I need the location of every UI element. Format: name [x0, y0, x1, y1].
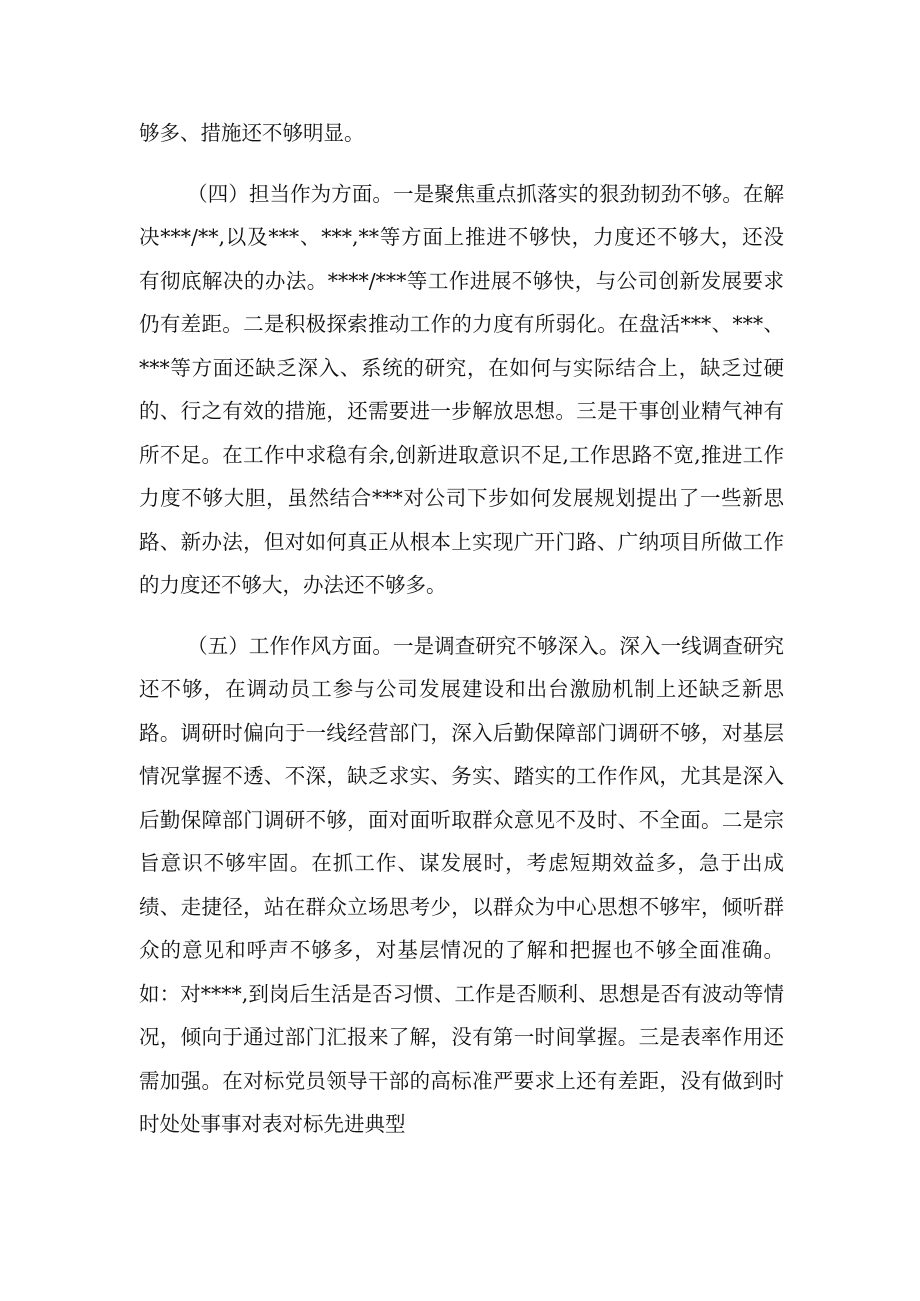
- paragraph-section-4: （四）担当作为方面。一是聚焦重点抓落实的狠劲韧劲不够。在解决***/**,以及***、***,**等方面上推进不够快，力度还不够大，还没有彻底解决的办法。****/***等工作进展不够快，与公司创新发展要求仍有差距。二是积极探索推动工作的力度有所弱化。在盘活***、***、***等方面还缺乏深入、系统的研究，在如何与实际结合上，缺乏过硬的、行之有效的措施，还需要进一步解放思想。三是干事创业精气神有所不足。在工作中求稳有余,创新进取意识不足,工作思路不宽,推进工作力度不够大胆，虽然结合***对公司下步如何发展规划提出了一些新思路、新办法，但对如何真正从根本上实现广开门路、广纳项目所做工作的力度还不够大，办法还不够多。: [139, 181, 784, 597]
- paragraph-section-5: （五）工作作风方面。一是调查研究不够深入。深入一线调查研究还不够，在调动员工参与公司发展建设和出台激励机制上还缺乏新思路。调研时偏向于一线经营部门，深入后勤保障部门调研不够，对基层情况掌握不透、不深，缺乏求实、务实、踏实的工作作风，尤其是深入后勤保障部门调研不够，面对面听取群众意见不及时、不全面。二是宗旨意识不够牢固。在抓工作、谋发展时，考虑短期效益多，急于出成绩、走捷径，站在群众立场思考少，以群众为中心思想不够牢，倾听群众的意见和呼声不够多，对基层情况的了解和把握也不够全面准确。如：对****,到岗后生活是否习惯、工作是否顺利、思想是否有波动等情况，倾向于通过部门汇报来了解，没有第一时间掌握。三是表率作用还需加强。在对标党员领导干部的高标准严要求上还有差距，没有做到时时处处事事对表对标先进典型: [139, 633, 784, 1136]
- paragraph-continued: 够多、措施还不够明显。: [139, 121, 365, 145]
- document-body: [139, 112, 784, 1164]
